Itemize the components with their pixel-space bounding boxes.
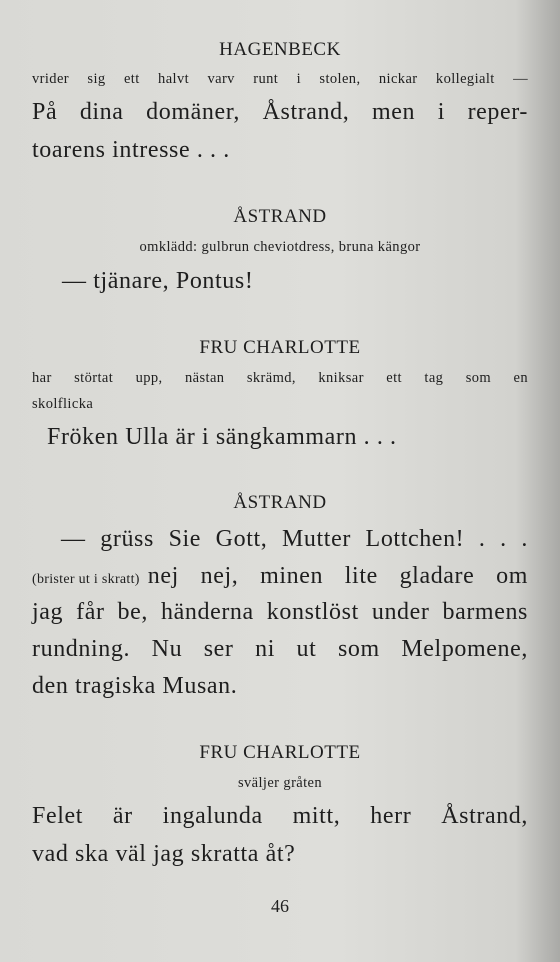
dialog-line: rundning. Nu ser ni ut som Melpomene, (32, 636, 528, 662)
dialog-line: toarens intresse . . . (32, 137, 230, 163)
speaker-fru-charlotte: FRU CHARLOTTE (199, 742, 361, 763)
stage-direction: sväljer gråten (237, 775, 323, 791)
stage-direction: skolflicka (32, 396, 94, 412)
page-number: 46 (271, 896, 289, 916)
book-page (32, 0, 528, 962)
speaker-astrand: ÅSTRAND (233, 492, 327, 513)
stage-direction: har störtat upp, nästan skrämd, kniksar ett tag som en (32, 370, 528, 386)
mixed-line (32, 564, 528, 588)
stage-direction: omklädd: gulbrun cheviotdress, bruna kängor (139, 239, 421, 255)
dialog-line: — grüss Sie Gott, Mutter Lottchen! . . . (61, 526, 528, 552)
speaker-fru-charlotte: FRU CHARLOTTE (199, 337, 361, 358)
dialog-line: — tjänare, Pontus! (62, 268, 254, 294)
speaker-hagenbeck: HAGENBECK (219, 39, 341, 60)
speaker-astrand: ÅSTRAND (233, 206, 327, 227)
dialog-line: På dina domäner, Åstrand, men i reper- (32, 99, 528, 125)
dialog-line: nej nej, minen lite gladare om (147, 563, 528, 589)
stage-direction: vrider sig ett halvt varv runt i stolen, nickar kollegialt — (32, 71, 528, 87)
dialog-line: Felet är ingalunda mitt, herr Åstrand, (32, 803, 528, 829)
dialog-line: den tragiska Musan. (32, 673, 238, 699)
dialog-line: vad ska väl jag skratta åt? (32, 841, 296, 867)
dialog-line: jag får be, händerna konstlöst under barmens (32, 599, 528, 625)
dialog-line: Fröken Ulla är i sängkammarn . . . (47, 424, 397, 450)
inline-stage-direction: (brister ut i skratt) (32, 572, 140, 587)
